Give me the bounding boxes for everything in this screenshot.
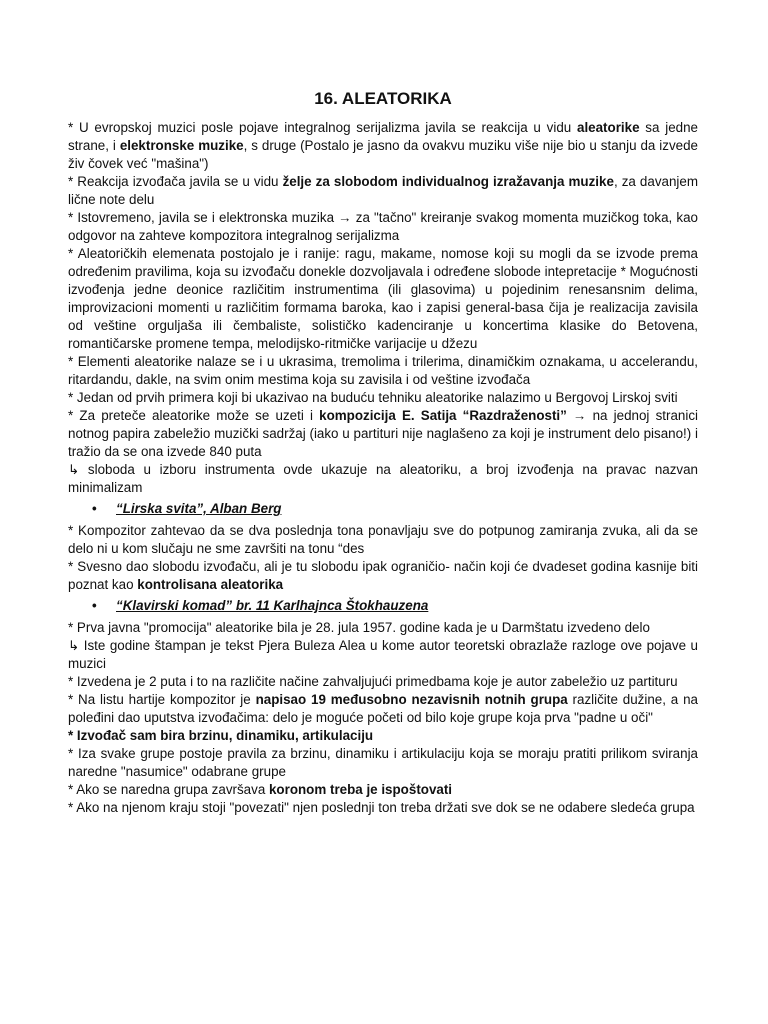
text-run: * Iza svake grupe postoje pravila za brzinu, dinamiku i artikulaciju koja se moraju pratiti prilikom sviranja naredne "nasumice" odabrane grupe <box>68 746 698 779</box>
text-run: * Svesno dao slobodu izvođaču, ali je tu slobodu ipak ograničio- način koji će dvadeset godina kasnije biti poznat kao <box>68 559 698 592</box>
bold-text: kontrolisana aleatorika <box>137 577 284 592</box>
heading-klavirski-komad <box>68 597 698 615</box>
paragraph <box>68 173 698 209</box>
text-run: * Jedan od prvih primera koji bi ukazivao na buduću tehniku aleatorike nalazimo u Bergovoj Lirskoj sviti <box>68 390 678 405</box>
text-run: sa jedne strane, i <box>68 120 698 153</box>
text-run: * Aleatoričkih elemenata postojalo je i ranije: ragu, makame, nomose koji su mogli da se izvode prema određenim pravilima, koja su izvođaču donekle dozvoljavala i određene slobode intepretacije * Mogućnosti izvođenja jedne deonice različitim instrumentima (ili glasovima) u pojedinim renesansnim delima, improvizacioni momenti u različitim formama baroka, kao i zapisi general-basa čija je realizacija zavisila od veštine orguljaša ili čembaliste, solističko kadenciranje u koncertima klasike do Betovena, romantičarske promene tempa, melodijsko-ritmičke varijacije u džezu <box>68 246 698 351</box>
section-lirska-svita <box>68 522 698 594</box>
bold-text: * Izvođač sam bira brzinu, dinamiku, artikulaciju <box>68 728 374 743</box>
paragraph <box>68 522 698 558</box>
text-run: ↳ sloboda u izboru instrumenta ovde ukazuje na aleatoriku, a broj izvođenja na pravac nazvan minimalizam <box>68 462 698 495</box>
page-title: 16. ALEATORIKA <box>314 89 452 108</box>
paragraph <box>68 407 698 461</box>
paragraph <box>68 209 698 245</box>
paragraph <box>68 461 698 497</box>
text-run: * Elementi aleatorike nalaze se i u ukrasima, tremolima i trilerima, dinamičkim oznakama, u accelerandu, ritardandu, dakle, na svim onim mestima koja su zavisila i od veštine izvođača <box>68 354 698 387</box>
text-run: * Za preteče aleatorike može se uzeti i <box>68 408 320 423</box>
text-run: * Prva javna "promocija" aleatorike bila je 28. jula 1957. godine kada je u Darmštatu izvedeno delo <box>68 620 650 635</box>
text-run: * Kompozitor zahtevao da se dva poslednja tona ponavljaju sve do potpunog zamiranja zvuka, ali da se delo ni u kom slučaju ne sme završiti na tonu “des <box>68 523 698 556</box>
paragraph <box>68 558 698 594</box>
paragraph <box>68 119 698 173</box>
paragraph <box>68 799 698 817</box>
section-klavirski-komad <box>68 619 698 817</box>
paragraph <box>68 353 698 389</box>
heading-text: “Klavirski komad” br. 11 Karlhajnca Štokhauzena <box>116 598 429 613</box>
paragraph <box>68 691 698 727</box>
section-intro <box>68 119 698 497</box>
paragraph <box>68 245 698 353</box>
bold-text: elektronske muzike <box>119 138 244 153</box>
text-run: * Ako se naredna grupa završava <box>68 782 269 797</box>
document-page <box>68 88 698 817</box>
text-run: * Reakcija izvođača javila se u vidu <box>68 174 283 189</box>
paragraph <box>68 781 698 799</box>
bold-text: želje za slobodom individualnog izražavanja muzike <box>282 174 614 189</box>
bold-text: kompozicija E. Satija “Razdraženosti” <box>319 408 567 423</box>
bullet-icon: • <box>92 598 97 613</box>
paragraph <box>68 745 698 781</box>
text-run: * Istovremeno, javila se i elektronska muzika → za "tačno" kreiranje svakog momenta muzičkog toka, kao odgovor na zahteve kompozitora integralnog serijalizma <box>68 210 698 243</box>
paragraph <box>68 389 698 407</box>
paragraph <box>68 637 698 673</box>
paragraph <box>68 727 698 745</box>
bullet-icon: • <box>92 501 97 516</box>
heading-text: “Lirska svita”, Alban Berg <box>116 501 282 516</box>
text-run: * Ako na njenom kraju stoji "povezati" njen poslednji ton treba držati sve dok se ne odabere sledeća grupa <box>68 800 695 815</box>
text-run: * Izvedena je 2 puta i to na različite načine zahvaljujući primedbama koje je autor zabeležio uz partituru <box>68 674 678 689</box>
bold-text: koronom treba je ispoštovati <box>268 782 453 797</box>
text-run: * Na listu hartije kompozitor je <box>68 692 256 707</box>
paragraph <box>68 619 698 637</box>
text-run: ↳ Iste godine štampan je tekst Pjera Buleza Alea u kome autor teoretski obrazlaže razloge ove pojave u muzici <box>68 638 698 671</box>
bold-text: napisao 19 međusobno nezavisnih notnih grupa <box>255 692 568 707</box>
text-run: , s druge (Postalo je jasno da ovakvu muziku više nije bio u stanju da izvede živ čovek već "mašina") <box>68 138 698 171</box>
paragraph <box>68 673 698 691</box>
text-run: → na jednoj stranici notnog papira zabeležio muzički sadržaj (iako u partituri nije naglašeno za koji je instrument delo pisano!) i tražio da se ona izvede 840 puta <box>68 408 698 459</box>
text-run: * U evropskoj muzici posle pojave integralnog serijalizma javila se reakcija u vidu <box>68 120 577 135</box>
text-run: , za davanjem lične note delu <box>68 174 698 207</box>
bold-text: aleatorike <box>577 120 640 135</box>
heading-lirska-svita <box>68 500 698 518</box>
text-run: različite dužine, a na poleđini dao uputstva izvođačima: delo je moguće početi od bilo koje grupe koja prva "padne u oči" <box>68 692 698 725</box>
